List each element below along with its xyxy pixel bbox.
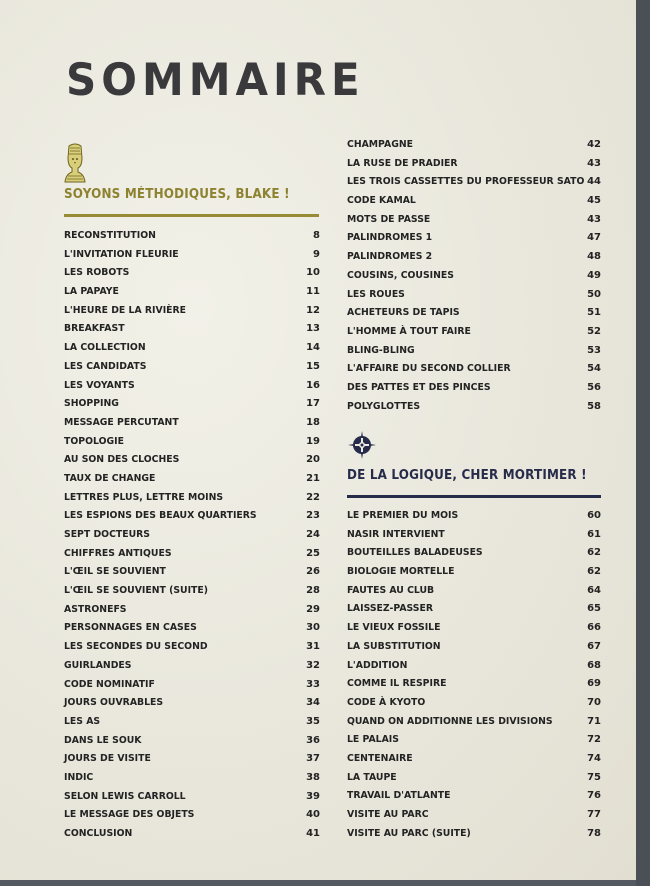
entry-title: LE PALAIS [347,734,399,746]
list-item[interactable] [64,451,320,470]
list-item[interactable] [64,320,320,339]
entry-title: AU SON DES CLOCHES [64,454,180,466]
entry-page: 28 [306,585,320,597]
cross-emblem-icon [347,430,377,460]
entry-title: VISITE AU PARC [347,809,429,820]
list-item[interactable] [347,638,601,657]
section-1-continued-list [347,136,601,416]
entry-title: JOURS DE VISITE [64,753,151,765]
entry-page: 9 [313,248,320,260]
entry-page: 62 [587,547,601,559]
entry-page: 34 [306,697,320,709]
entry-page: 75 [587,771,601,783]
entry-page: 52 [587,325,601,337]
entry-page: 53 [587,344,601,356]
entry-page: 13 [306,323,320,335]
list-item[interactable] [347,155,601,174]
entry-page: 58 [587,400,601,412]
list-item[interactable] [347,619,601,638]
entry-page: 21 [306,472,320,484]
entry-page: 72 [587,734,601,746]
entry-page: 45 [587,195,601,207]
entry-title: COUSINS, COUSINES [347,269,454,281]
entry-page: 26 [306,566,320,578]
entry-title: LES SECONDES DU SECOND [64,641,208,653]
entry-page: 11 [306,286,320,298]
list-item[interactable] [347,379,601,398]
list-item[interactable] [347,544,601,563]
list-item[interactable] [64,619,320,638]
list-item[interactable] [347,582,601,601]
list-item[interactable] [347,342,601,361]
entry-title: LES ROBOTS [64,267,130,279]
entry-page: 12 [306,304,320,316]
list-item[interactable] [64,526,320,545]
list-item[interactable] [64,433,320,452]
entry-page: 60 [587,510,601,521]
entry-page: 29 [306,603,320,615]
entry-page: 20 [306,454,320,466]
entry-page: 36 [306,734,320,746]
entry-title: CHIFFRES ANTIQUES [64,547,172,559]
list-item[interactable] [347,600,601,619]
entry-page: 30 [306,622,320,634]
list-item[interactable] [64,769,320,788]
entry-title: LA SUBSTITUTION [347,640,441,652]
list-item[interactable] [347,304,601,323]
entry-page: 43 [587,157,601,169]
list-item[interactable] [64,750,320,769]
section-heading-2: DE LA LOGIQUE, CHER MORTIMER ! [347,468,587,483]
section-1-list [64,227,320,844]
list-item[interactable] [64,713,320,732]
entry-page: 48 [587,251,601,263]
section-2-list [347,507,601,843]
list-item[interactable] [347,507,601,526]
entry-title: CONCLUSION [64,828,133,839]
list-item[interactable] [347,806,601,825]
list-item[interactable] [64,788,320,807]
entry-title: INDIC [64,771,94,783]
entry-title: ASTRONEFS [64,603,127,615]
list-item[interactable] [347,787,601,806]
entry-title: JOURS OUVRABLES [64,697,164,709]
entry-title: NASIR INTERVIENT [347,528,445,540]
entry-page: 37 [306,753,320,765]
entry-page: 77 [587,809,601,820]
entry-page: 40 [306,809,320,821]
entry-title: TOPOLOGIE [64,435,124,447]
entry-page: 24 [306,529,320,540]
entry-title: VISITE AU PARC (SUITE) [347,827,471,839]
entry-title: CENTENAIRE [347,752,413,764]
list-item[interactable] [64,414,320,433]
entry-title: L'ŒIL SE SOUVIENT (SUITE) [64,585,208,597]
entry-title: L'AFFAIRE DU SECOND COLLIER [347,363,511,375]
list-item[interactable] [64,227,320,246]
list-item[interactable] [64,806,320,825]
list-item[interactable] [347,229,601,248]
entry-title: LE MESSAGE DES OBJETS [64,809,195,821]
entry-page: 68 [587,659,601,671]
list-item[interactable] [64,825,320,844]
entry-page: 56 [587,381,601,393]
section-rule-2 [347,495,601,498]
entry-page: 62 [587,566,601,578]
section-rule-1 [64,214,319,217]
entry-title: CODE NOMINATIF [64,678,155,690]
list-item[interactable] [64,563,320,582]
entry-title: LA RUSE DE PRADIER [347,157,458,169]
entry-page: 10 [306,267,320,279]
entry-page: 32 [306,659,320,671]
entry-page: 74 [587,752,601,764]
entry-title: LETTRES PLUS, LETTRE MOINS [64,491,224,503]
list-item[interactable] [347,675,601,694]
entry-title: LE PREMIER DU MOIS [347,510,459,521]
entry-page: 47 [587,232,601,244]
entry-title: TAUX DE CHANGE [64,472,156,484]
entry-title: PALINDROMES 1 [347,232,433,244]
entry-title: TRAVAIL D'ATLANTE [347,790,451,802]
entry-page: 69 [587,678,601,690]
list-item[interactable] [347,731,601,750]
entry-title: COMME IL RESPIRE [347,678,447,690]
entry-title: LAISSEZ-PASSER [347,603,434,615]
entry-page: 22 [306,491,320,503]
list-item[interactable] [64,694,320,713]
list-item[interactable] [347,526,601,545]
list-item[interactable] [64,358,320,377]
entry-title: MOTS DE PASSE [347,213,431,225]
entry-title: LA COLLECTION [64,342,146,354]
entry-page: 8 [313,230,320,241]
entry-page: 33 [306,678,320,690]
entry-title: LES TROIS CASSETTES DU PROFESSEUR SATO [347,176,585,188]
entry-title: LE VIEUX FOSSILE [347,622,441,634]
entry-page: 67 [587,640,601,652]
list-item[interactable] [347,360,601,379]
list-item[interactable] [347,173,601,192]
list-item[interactable] [64,395,320,414]
entry-title: SHOPPING [64,398,119,410]
list-item[interactable] [347,694,601,713]
entry-page: 41 [306,828,320,839]
list-item[interactable] [347,248,601,267]
list-item[interactable] [64,283,320,302]
entry-title: CODE KAMAL [347,195,416,207]
entry-page: 65 [587,603,601,615]
entry-title: L'HEURE DE LA RIVIÈRE [64,304,187,316]
list-item[interactable] [64,732,320,751]
entry-page: 71 [587,715,601,727]
entry-title: LA TAUPE [347,771,397,783]
list-item[interactable] [347,657,601,676]
list-item[interactable] [64,507,320,526]
list-item[interactable] [64,676,320,695]
entry-page: 17 [306,398,320,410]
list-item[interactable] [347,267,601,286]
list-item[interactable] [347,563,601,582]
entry-page: 78 [587,827,601,839]
list-item[interactable] [347,713,601,732]
entry-page: 43 [587,213,601,225]
entry-page: 50 [587,288,601,300]
entry-page: 61 [587,528,601,540]
entry-page: 18 [306,416,320,428]
entry-page: 16 [306,379,320,391]
entry-title: DES PATTES ET DES PINCES [347,381,491,393]
entry-title: BREAKFAST [64,323,125,335]
entry-title: CODE À KYOTO [347,696,426,708]
entry-page: 49 [587,269,601,281]
list-item[interactable] [347,286,601,305]
list-item[interactable] [347,211,601,230]
list-item[interactable] [64,470,320,489]
entry-title: LES AS [64,715,101,727]
list-item[interactable] [347,750,601,769]
entry-page: 25 [306,547,320,559]
list-item[interactable] [64,657,320,676]
list-item[interactable] [64,339,320,358]
list-item[interactable] [64,302,320,321]
entry-page: 14 [306,342,320,354]
entry-title: GUIRLANDES [64,659,132,671]
entry-title: DANS LE SOUK [64,734,142,746]
entry-title: L'HOMME À TOUT FAIRE [347,325,471,337]
entry-title: L'INVITATION FLEURIE [64,248,179,260]
entry-page: 76 [587,790,601,802]
entry-page: 38 [306,771,320,783]
entry-page: 66 [587,622,601,634]
list-item[interactable] [64,489,320,508]
entry-title: LES CANDIDATS [64,360,147,372]
entry-page: 35 [306,715,320,727]
entry-title: BLING-BLING [347,344,415,356]
entry-page: 15 [306,360,320,372]
entry-title: BOUTEILLES BALADEUSES [347,547,483,559]
list-item[interactable] [64,638,320,657]
entry-page: 42 [587,139,601,150]
entry-page: 39 [306,790,320,802]
entry-page: 51 [587,307,601,319]
entry-page: 19 [306,435,320,447]
list-item[interactable] [347,323,601,342]
entry-title: LES ROUES [347,288,405,300]
book-spine [636,0,650,886]
pharaoh-bust-icon [64,142,86,184]
list-item[interactable] [64,582,320,601]
entry-title: FAUTES AU CLUB [347,584,435,596]
entry-title: LA PAPAYE [64,286,119,298]
list-item[interactable] [347,769,601,788]
entry-title: LES VOYANTS [64,379,135,391]
entry-title: L'ŒIL SE SOUVIENT [64,566,166,578]
entry-title: CHAMPAGNE [347,139,414,150]
list-item[interactable] [64,601,320,620]
entry-title: POLYGLOTTES [347,400,421,412]
entry-title: BIOLOGIE MORTELLE [347,566,455,578]
entry-page: 64 [587,584,601,596]
entry-title: SELON LEWIS CARROLL [64,790,186,802]
entry-title: L'ADDITION [347,659,408,671]
list-item[interactable] [347,192,601,211]
list-item[interactable] [64,264,320,283]
entry-page: 70 [587,696,601,708]
list-item[interactable] [347,825,601,844]
entry-page: 54 [587,363,601,375]
list-item[interactable] [64,377,320,396]
entry-page: 44 [587,176,601,188]
entry-title: PERSONNAGES EN CASES [64,622,197,634]
page-title: SOMMAIRE [66,53,365,106]
list-item[interactable] [64,545,320,564]
entry-title: ACHETEURS DE TAPIS [347,307,460,319]
entry-title: PALINDROMES 2 [347,251,433,263]
entry-title: LES ESPIONS DES BEAUX QUARTIERS [64,510,257,522]
entry-title: SEPT DOCTEURS [64,529,151,540]
list-item[interactable] [347,398,601,417]
section-heading-1: SOYONS MÉTHODIQUES, BLAKE ! [64,187,290,202]
entry-page: 23 [306,510,320,522]
entry-title: QUAND ON ADDITIONNE LES DIVISIONS [347,715,553,727]
entry-page: 31 [306,641,320,653]
list-item[interactable] [347,136,601,155]
entry-title: RECONSTITUTION [64,230,156,241]
entry-title: MESSAGE PERCUTANT [64,416,179,428]
list-item[interactable] [64,246,320,265]
